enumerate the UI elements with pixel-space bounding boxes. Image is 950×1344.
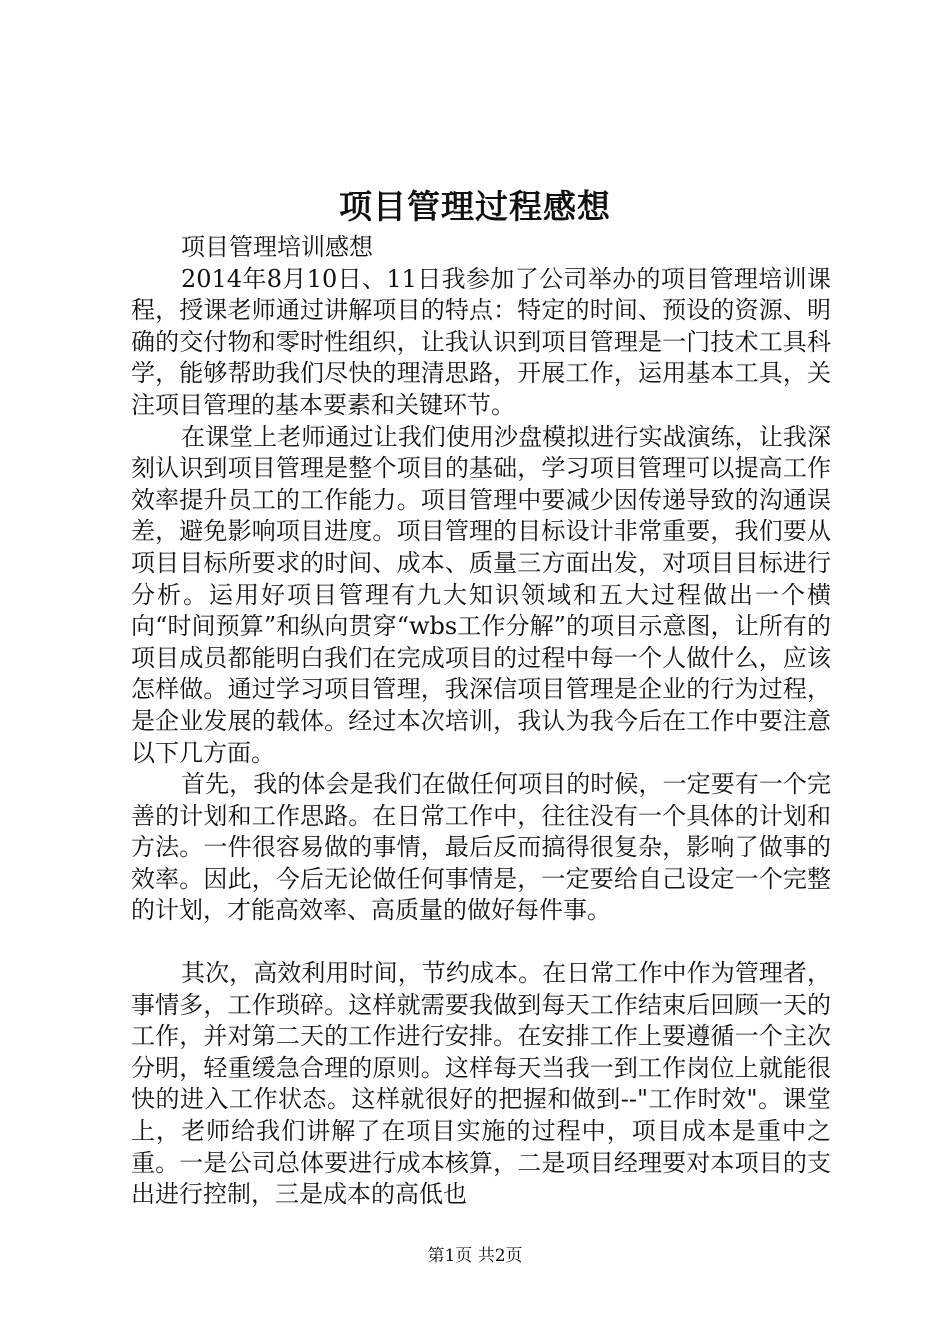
paragraph-subtitle: 项目管理培训感想 <box>181 233 373 261</box>
page-footer: 第1页 共2页 <box>427 1246 523 1266</box>
paragraph-second-point: 其次，高效利用时间，节约成本。在日常工作中作为管理者，事情多，工作琐碎。这样就需要我做到每天工作结束后回顾一天的工作，并对第二天的工作进行安排。在安排工作上要遵循一个主次分明，轻重缓急合理的原则。这样每天当我一到工作岗位上就能很快的进入工作状态。这样就很好的把握和做到--"工作时效"。课堂上，老师给我们讲解了在项目实施的过程中，项目成本是重中之重。一是公司总体要进行成本核算，二是项目经理要对本项目的支出进行控制，三是成本的高低也 <box>131 959 831 1209</box>
page-title: 项目管理过程感想 <box>339 187 611 226</box>
paragraph-classroom: 在课堂上老师通过让我们使用沙盘模拟进行实战演练，让我深刻认识到项目管理是整个项目的基础，学习项目管理可以提高工作效率提升员工的工作能力。项目管理中要减少因传递导致的沟通误差，避免影响项目进度。项目管理的目标设计非常重要，我们要从项目目标所要求的时间、成本、质量三方面出发，对项目目标进行分析。运用好项目管理有九大知识领域和五大过程做出一个横向“时间预算”和纵向贯穿“wbs工作分解”的项目示意图，让所有的项目成员都能明白我们在完成项目的过程中每一个人做什么，应该怎样做。通过学习项目管理，我深信项目管理是企业的行为过程，是企业发展的载体。经过本次培训，我认为我今后在工作中要注意以下几方面。 <box>131 422 831 767</box>
paragraph-intro: 2014年8月10日、11日我参加了公司举办的项目管理培训课程，授课老师通过讲解项目的特点：特定的时间、预设的资源、明确的交付物和零时性组织，让我认识到项目管理是一门技术工具科学，能够帮助我们尽快的理清思路，开展工作，运用基本工具，关注项目管理的基本要素和关键环节。 <box>131 264 831 419</box>
paragraph-first-point: 首先，我的体会是我们在做任何项目的时候，一定要有一个完善的计划和工作思路。在日常工作中，往往没有一个具体的计划和方法。一件很容易做的事情，最后反而搞得很复杂，影响了做事的效率。因此，今后无论做任何事情是，一定要给自己设定一个完整的计划，才能高效率、高质量的做好每件事。 <box>131 770 831 925</box>
document-body <box>131 232 831 1211</box>
